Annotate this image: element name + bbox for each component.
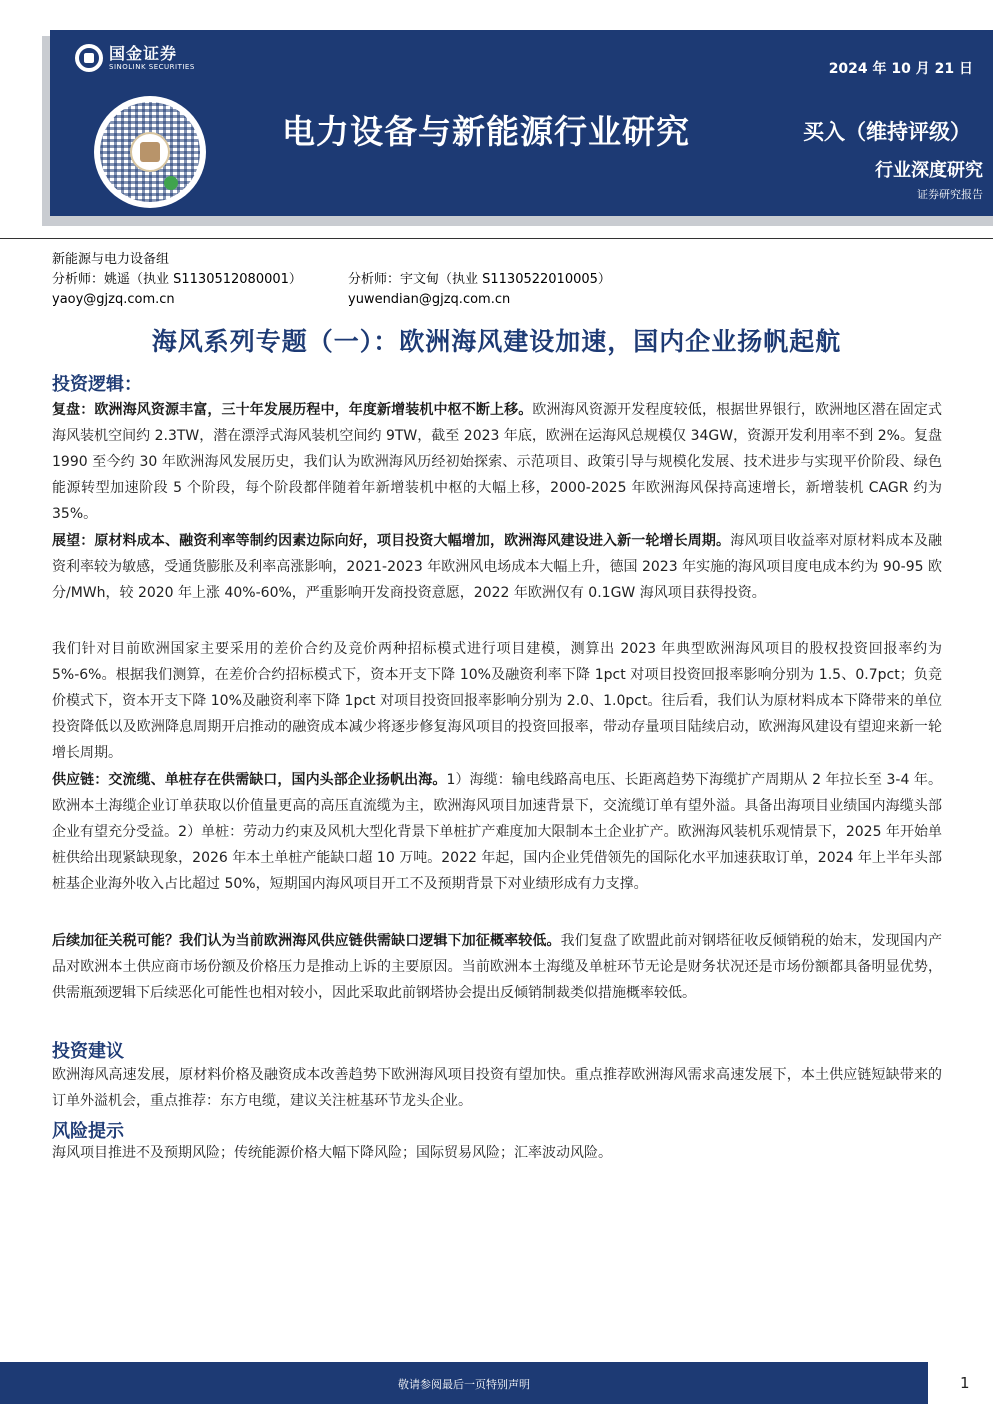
report-subtype: 证券研究报告	[917, 188, 983, 201]
analyst-1-email[interactable]: yaoy@gjzq.com.cn	[52, 292, 175, 307]
report-type: 行业深度研究	[875, 160, 983, 181]
paragraph-tariff-lead: 后续加征关税可能？我们认为当前欧洲海风供应链供需缺口逻辑下加征概率较低。	[52, 933, 561, 949]
paragraph-risk: 海风项目推进不及预期风险；传统能源价格大幅下降风险；国际贸易风险；汇率波动风险。	[52, 1145, 612, 1161]
company-logo	[75, 44, 195, 72]
footer-disclaimer[interactable]: 敬请参阅最后一页特别声明	[398, 1378, 530, 1391]
paragraph-review	[52, 397, 942, 527]
paragraph-supply-chain	[52, 767, 942, 897]
header-divider	[0, 238, 993, 239]
report-header	[50, 30, 993, 216]
logo-en: SINOLINK SECURITIES	[109, 62, 195, 71]
qr-code-icon[interactable]	[94, 96, 206, 208]
paragraph-outlook-lead: 展望：原材料成本、融资利率等制约因素边际向好，项目投资大幅增加，欧洲海风建设进入新一轮增长周期。	[52, 533, 731, 549]
header-title: 电力设备与新能源行业研究	[282, 112, 690, 151]
investment-logic-heading: 投资逻辑：	[52, 374, 142, 395]
analyst-group: 新能源与电力设备组	[52, 252, 170, 267]
paragraph-review-lead: 复盘：欧洲海风资源丰富，三十年发展历程中，年度新增装机中枢不断上移。	[52, 402, 533, 418]
paragraph-outlook	[52, 528, 942, 606]
investment-advice-heading: 投资建议	[52, 1041, 124, 1062]
paragraph-modeling: 我们针对目前欧洲国家主要采用的差价合约及竞价两种招标模式进行项目建模，测算出 2023 年典型欧洲海风项目的股权投资回报率约为 5%-6%。根据我们测算，在差价合约招标模式下，资本开支下降 10%及融资利率下降 1pct 对项目投资回报率影响分别为 1.5、0.7pct；负竞价模式下，资本开支下降 10%及融资利率下降 1pct 对项目投资回报率影响分别为 2.0、1.0pct。往后看，我们认为原材料成本下降带来的单位投资降低以及欧洲降息周期开启推动的融资成本减少将逐步修复海风项目的投资回报率，带动存量项目陆续启动，欧洲海风建设有望迎来新一轮增长周期。	[52, 641, 942, 761]
logo-mark-icon	[75, 44, 103, 72]
paragraph-review-text: 欧洲海风资源开发程度较低，根据世界银行，欧洲地区潜在固定式海风装机空间约 2.3TW，潜在漂浮式海风装机空间约 9TW，截至 2023 年底，欧洲在运海风总规模仅 34GW，资源开发利用率不到 2%。复盘 1990 至今约 30 年欧洲海风发展历史，我们认为欧洲海风历经初始探索、示范项目、政策引导与规模化发展、技术进步与实现平价阶段、绿色能源转型加速阶段 5 个阶段，每个阶段都伴随着年新增装机中枢的大幅上移，2000-2025 年欧洲海风保持高速增长，新增装机 CAGR 约为 35%。	[52, 402, 943, 522]
report-date: 2024 年 10 月 21 日	[828, 61, 973, 77]
logo-cn: 国金证券	[109, 43, 178, 63]
mini-program-badge-icon	[164, 176, 178, 190]
analyst-2-email[interactable]: yuwendian@gjzq.com.cn	[348, 292, 511, 307]
paragraph-outlook-text: 海风项目收益率对原材料成本及融资利率较为敏感，受通货膨胀及利率高涨影响，2021-2023 年欧洲风电场成本大幅上升，德国 2023 年实施的海风项目度电成本约为 90-95 欧分/MWh，较 2020 年上涨 40%-60%，严重影响开发商投资意愿，2022 年欧洲仅有 0.1GW 海风项目获得投资。	[52, 533, 943, 601]
paragraph-tariff-text: 我们复盘了欧盟此前对钢塔征收反倾销税的始末，发现国内产品对欧洲本土供应商市场份额及价格压力是推动上诉的主要原因。当前欧洲本土海缆及单桩环节无论是财务状况还是市场份额都具备明显优势，供需瓶颈逻辑下后续恶化可能性也相对较小，因此采取此前钢塔协会提出反倾销制裁类似措施概率较低。	[52, 933, 943, 1001]
paragraph-tariff	[52, 928, 942, 1006]
analyst-1: 分析师：姚遥（执业 S1130512080001）	[52, 272, 302, 287]
paragraph-supply-chain-lead: 供应链：交流缆、单桩存在供需缺口，国内头部企业扬帆出海。	[52, 772, 447, 788]
paragraph-advice: 欧洲海风高速发展，原材料价格及融资成本改善趋势下欧洲海风项目投资有望加快。重点推荐欧洲海风需求高速发展下，本土供应链短缺带来的订单外溢机会，重点推荐：东方电缆，建议关注桩基环节龙头企业。	[52, 1067, 942, 1109]
rating-badge: 买入（维持评级）	[803, 120, 971, 144]
analyst-2: 分析师：宇文甸（执业 S1130522010005）	[348, 272, 611, 287]
author-block	[52, 250, 611, 310]
report-title: 海风系列专题（一）：欧洲海风建设加速，国内企业扬帆起航	[151, 327, 842, 356]
page-number: 1	[960, 1374, 970, 1392]
paragraph-supply-chain-text: 1）海缆：输电线路高电压、长距离趋势下海缆扩产周期从 2 年拉长至 3-4 年。欧洲本土海缆企业订单获取以价值量更高的高压直流缆为主，欧洲海风项目加速背景下，交流缆订单有望外溢。具备出海项目业绩国内海缆头部企业有望充分受益。2）单桩：劳动力约束及风机大型化背景下单桩扩产难度加大限制本土企业扩产。欧洲海风装机乐观情景下，2025 年开始单桩供给出现紧缺现象，2026 年本土单桩产能缺口超 10 万吨。2022 年起，国内企业凭借领先的国际化水平加速获取订单，2024 年上半年头部桩基企业海外收入占比超过 50%，短期国内海风项目开工不及预期背景下对业绩形成有力支撑。	[52, 772, 942, 892]
risk-heading: 风险提示	[52, 1121, 124, 1142]
